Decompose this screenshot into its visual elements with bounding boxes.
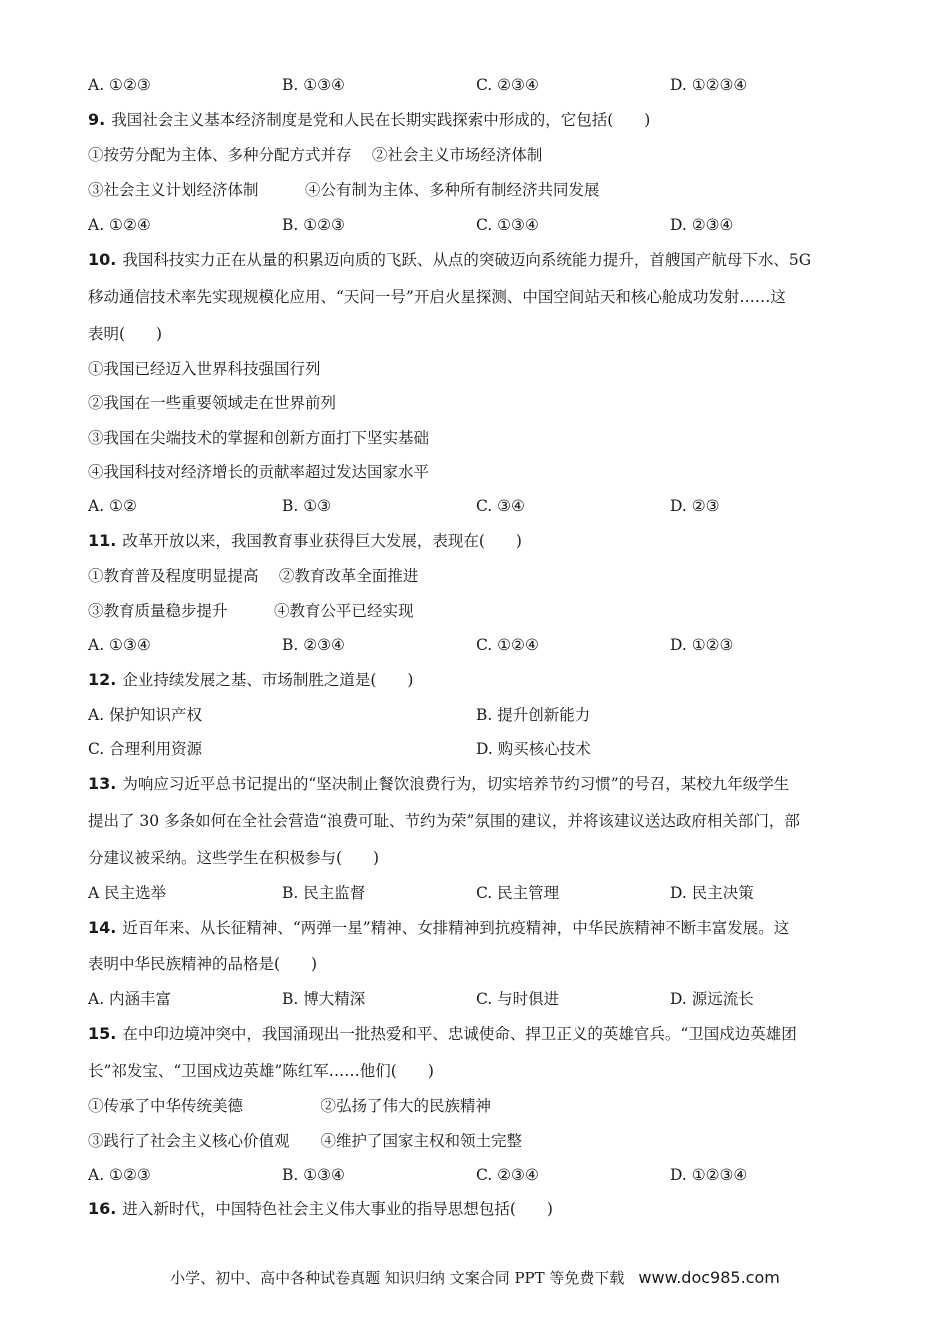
q9-item-line-2: ③社会主义计划经济体制 ④公有制为主体、多种所有制经济共同发展 bbox=[88, 181, 600, 199]
q13-stem-text-1: 为响应习近平总书记提出的“坚决制止餐饮浪费行为，切实培养节约习惯”的号召，某校九年级学生 bbox=[122, 775, 790, 793]
q8-option-a: A. ①②③ bbox=[88, 76, 151, 94]
q12-options-row-2 bbox=[88, 732, 870, 766]
q14-stem-line-1 bbox=[88, 911, 870, 945]
q12-stem bbox=[88, 663, 870, 697]
q10-stem-line-1 bbox=[88, 243, 870, 277]
q11-item-line-2: ③教育质量稳步提升 ④教育公平已经实现 bbox=[88, 602, 414, 620]
q14-stem-line-2: 表明中华民族精神的品格是( ) bbox=[88, 955, 318, 973]
q15-options-row bbox=[88, 1158, 870, 1192]
q13-stem-line-1 bbox=[88, 767, 870, 801]
q9-options-row bbox=[88, 208, 870, 242]
q16-number: 16. bbox=[88, 1199, 117, 1218]
q12-stem-text: 企业持续发展之基、市场制胜之道是( ) bbox=[122, 671, 414, 689]
q15-stem-line-2: 长”祁发宝、“卫国戍边英雄”陈红军……他们( ) bbox=[88, 1062, 434, 1080]
q15-stem-text-1: 在中印边境冲突中，我国涌现出一批热爱和平、忠诚使命、捍卫正义的英雄官兵。“卫国戍边英雄团 bbox=[122, 1025, 797, 1043]
q11-number: 11. bbox=[88, 531, 117, 550]
q12-option-b: B. 提升创新能力 bbox=[476, 706, 591, 724]
q9-option-c: C. ①③④ bbox=[476, 216, 539, 234]
q10-stem-text-1: 我国科技实力正在从量的积累迈向质的飞跃、从点的突破迈向系统能力提升，首艘国产航母下水、5G bbox=[122, 251, 812, 269]
q11-item-line-1: ①教育普及程度明显提高 ②教育改革全面推进 bbox=[88, 567, 419, 585]
q12-option-d: D. 购买核心技术 bbox=[476, 740, 591, 758]
q16-stem bbox=[88, 1192, 870, 1226]
q10-options-row bbox=[88, 489, 870, 523]
q13-stem-line-2: 提出了 30 多条如何在全社会营造“浪费可耻、节约为荣”氛围的建议，并将该建议送达政府相关部门，部 bbox=[88, 812, 800, 830]
q13-number: 13. bbox=[88, 774, 117, 793]
q11-option-b: B. ②③④ bbox=[282, 636, 345, 654]
q15-option-a: A. ①②③ bbox=[88, 1166, 151, 1184]
q10-item-3: ③我国在尖端技术的掌握和创新方面打下坚实基础 bbox=[88, 429, 430, 447]
footer-url[interactable]: www.doc985.com bbox=[638, 1268, 780, 1287]
q10-option-c: C. ③④ bbox=[476, 497, 525, 515]
q10-stem-line-3: 表明( ) bbox=[88, 325, 163, 343]
q13-option-c: C. 民主管理 bbox=[476, 884, 560, 902]
q15-option-b: B. ①③④ bbox=[282, 1166, 345, 1184]
q9-item-line-1: ①按劳分配为主体、多种分配方式并存 ②社会主义市场经济体制 bbox=[88, 146, 543, 164]
q14-option-c: C. 与时俱进 bbox=[476, 990, 560, 1008]
q9-option-a: A. ①②④ bbox=[88, 216, 151, 234]
q9-option-d: D. ②③④ bbox=[670, 216, 734, 234]
q11-stem-text: 改革开放以来，我国教育事业获得巨大发展，表现在( ) bbox=[122, 532, 522, 550]
q15-item-line-1: ①传承了中华传统美德 ②弘扬了伟大的民族精神 bbox=[88, 1097, 492, 1115]
q16-stem-text: 进入新时代，中国特色社会主义伟大事业的指导思想包括( ) bbox=[122, 1200, 553, 1218]
q8-options-row bbox=[88, 68, 870, 102]
q13-option-b: B. 民主监督 bbox=[282, 884, 366, 902]
q14-stem-text-1: 近百年来、从长征精神、“两弹一星”精神、女排精神到抗疫精神，中华民族精神不断丰富发展。这 bbox=[122, 919, 790, 937]
q14-option-a: A. 内涵丰富 bbox=[88, 990, 172, 1008]
q15-stem-line-1 bbox=[88, 1017, 870, 1051]
q10-item-4: ④我国科技对经济增长的贡献率超过发达国家水平 bbox=[88, 463, 430, 481]
q15-option-d: D. ①②③④ bbox=[670, 1166, 748, 1184]
q11-stem bbox=[88, 524, 870, 558]
q9-stem bbox=[88, 103, 870, 137]
q14-option-b: B. 博大精深 bbox=[282, 990, 366, 1008]
q14-options-row bbox=[88, 982, 870, 1016]
q12-option-c: C. 合理利用资源 bbox=[88, 740, 203, 758]
q8-option-d: D. ①②③④ bbox=[670, 76, 748, 94]
q8-option-b: B. ①③④ bbox=[282, 76, 345, 94]
q12-number: 12. bbox=[88, 670, 117, 689]
q13-option-a: A 民主选举 bbox=[88, 884, 167, 902]
q9-option-b: B. ①②③ bbox=[282, 216, 345, 234]
q13-stem-line-3: 分建议被采纳。这些学生在积极参与( ) bbox=[88, 849, 380, 867]
q15-number: 15. bbox=[88, 1024, 117, 1043]
q10-option-d: D. ②③ bbox=[670, 497, 720, 515]
q11-option-c: C. ①②④ bbox=[476, 636, 539, 654]
q10-number: 10. bbox=[88, 250, 117, 269]
q13-option-d: D. 民主决策 bbox=[670, 884, 754, 902]
q8-option-c: C. ②③④ bbox=[476, 76, 539, 94]
q14-option-d: D. 源远流长 bbox=[670, 990, 754, 1008]
page-footer bbox=[0, 1266, 950, 1290]
q10-item-1: ①我国已经迈入世界科技强国行列 bbox=[88, 360, 321, 378]
q15-option-c: C. ②③④ bbox=[476, 1166, 539, 1184]
q13-options-row bbox=[88, 876, 870, 910]
q9-stem-text: 我国社会主义基本经济制度是党和人民在长期实践探索中形成的，它包括( ) bbox=[111, 111, 651, 129]
q12-option-a: A. 保护知识产权 bbox=[88, 706, 203, 724]
q12-options-row-1 bbox=[88, 698, 870, 732]
q10-option-b: B. ①③ bbox=[282, 497, 332, 515]
q10-option-a: A. ①② bbox=[88, 497, 137, 515]
q14-number: 14. bbox=[88, 918, 117, 937]
q11-option-d: D. ①②③ bbox=[670, 636, 734, 654]
q10-item-2: ②我国在一些重要领域走在世界前列 bbox=[88, 394, 337, 412]
q11-option-a: A. ①③④ bbox=[88, 636, 151, 654]
q15-item-line-2: ③践行了社会主义核心价值观 ④维护了国家主权和领土完整 bbox=[88, 1132, 523, 1150]
q10-stem-line-2: 移动通信技术率先实现规模化应用、“天问一号”开启火星探测、中国空间站天和核心舱成功发射……这 bbox=[88, 288, 786, 306]
q9-number: 9. bbox=[88, 110, 106, 129]
footer-text: 小学、初中、高中各种试卷真题 知识归纳 文案合同 PPT 等免费下载 bbox=[170, 1269, 625, 1287]
q11-options-row bbox=[88, 628, 870, 662]
